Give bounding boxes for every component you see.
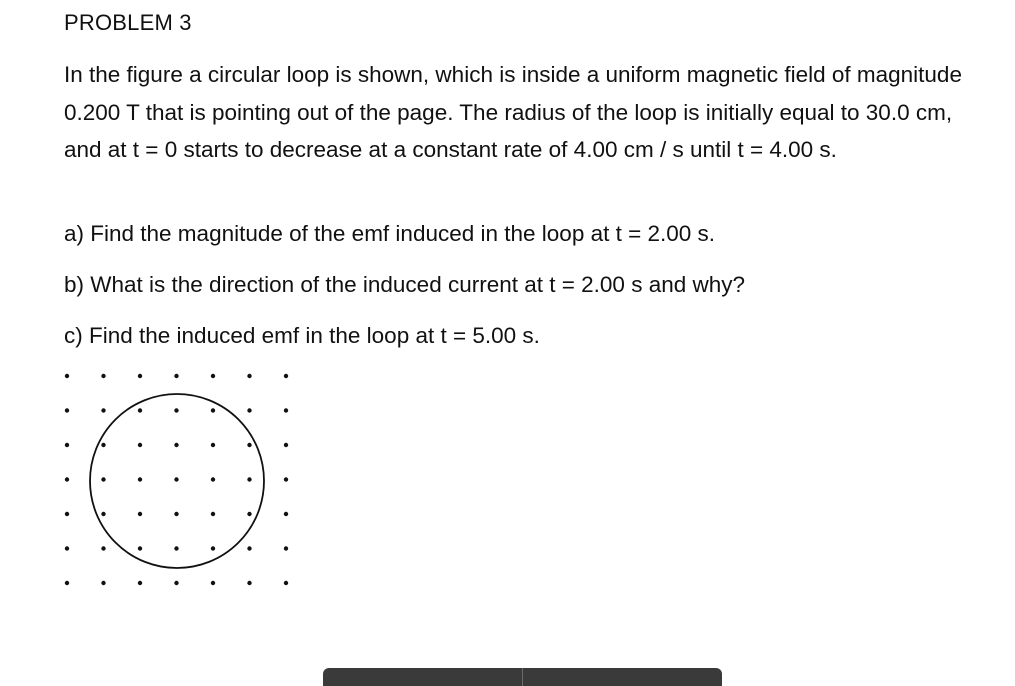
field-dot [65, 512, 69, 516]
field-dot [247, 512, 251, 516]
field-dot [174, 512, 178, 516]
field-dot [101, 374, 105, 378]
field-dot [138, 477, 142, 481]
field-dot [101, 546, 105, 550]
field-dot [174, 546, 178, 550]
field-dot [101, 581, 105, 585]
question-c: c) Find the induced emf in the loop at t = 5.00 s. [64, 323, 540, 348]
field-dot [211, 443, 215, 447]
field-dot [138, 374, 142, 378]
field-dot [284, 512, 288, 516]
field-dot [174, 581, 178, 585]
field-dot [247, 477, 251, 481]
bottom-toolbar [323, 668, 722, 686]
field-dot [174, 408, 178, 412]
field-dot [174, 443, 178, 447]
field-dot [101, 512, 105, 516]
problem-statement: In the figure a circular loop is shown, which is inside a uniform magnetic field of magnitude 0.200 T that is pointing out of the page. The radius of the loop is initially equal to 30.0 cm, and at t = 0 starts to decrease at a constant rate of 4.00 cm / s until t = 4.00 s. [64, 62, 962, 162]
bottom-toolbar-left[interactable] [323, 668, 522, 686]
field-dot [138, 512, 142, 516]
field-dot [65, 477, 69, 481]
field-dot [101, 477, 105, 481]
field-dot [174, 374, 178, 378]
field-dot [284, 443, 288, 447]
field-dot [101, 408, 105, 412]
field-dot [284, 408, 288, 412]
magnetic-field-figure [50, 362, 300, 602]
field-dot [284, 374, 288, 378]
field-dots [65, 374, 288, 585]
field-dot [138, 546, 142, 550]
field-dot [138, 581, 142, 585]
field-dot [138, 408, 142, 412]
field-dot [211, 512, 215, 516]
field-dot [247, 443, 251, 447]
field-dot [284, 546, 288, 550]
problem-title: PROBLEM 3 [64, 10, 192, 35]
field-dot [174, 477, 178, 481]
bottom-toolbar-right[interactable] [522, 668, 722, 686]
field-dot [211, 477, 215, 481]
field-dot [211, 581, 215, 585]
field-dot [211, 546, 215, 550]
field-dot [284, 581, 288, 585]
field-dot [65, 581, 69, 585]
field-dot [101, 443, 105, 447]
field-dot [247, 581, 251, 585]
field-dot [65, 546, 69, 550]
field-dot [247, 546, 251, 550]
field-dot [65, 374, 69, 378]
field-dot [211, 408, 215, 412]
question-b: b) What is the direction of the induced current at t = 2.00 s and why? [64, 272, 746, 297]
field-dot [211, 374, 215, 378]
question-a: a) Find the magnitude of the emf induced in the loop at t = 2.00 s. [64, 221, 716, 246]
field-dot [284, 477, 288, 481]
field-dot [247, 374, 251, 378]
field-dot [65, 408, 69, 412]
field-dot [247, 408, 251, 412]
field-dot [138, 443, 142, 447]
field-dot [65, 443, 69, 447]
